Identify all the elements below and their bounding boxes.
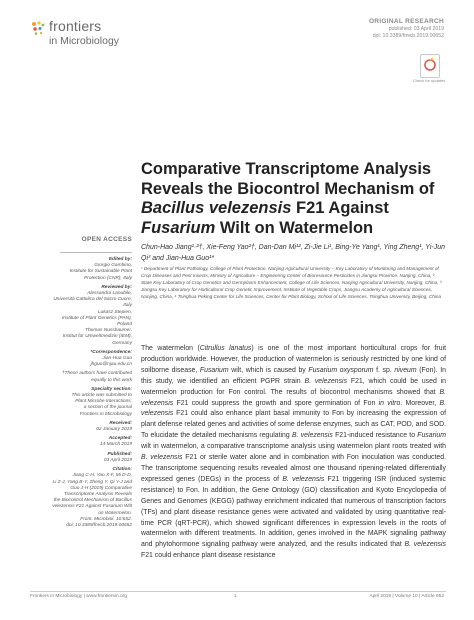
sidebar-line: Germany [112,340,132,346]
article-title [141,160,446,238]
abstract-text: F21 could also enhance plant basal immunity to Fon by increasing the expression of plant defense related genes and activities of some defense enzymes, such as CAT, POD, and SOD. To elucidate the detailed mechanisms regulating [141,410,446,440]
accepted-heading: Accepted: [108,436,132,442]
abstract-italic-term: B. velezensis [141,399,446,418]
title-line-2: Reveals the Biocontrol Mechanism of [141,179,435,198]
sidebar-line: Transcriptome Analysis Reveals [64,491,132,497]
accepted-date: 14 March 2019 [100,442,132,448]
abstract-italic-term: B. velezensis [282,475,325,483]
sidebar-line: Giorgio Gambino, [94,263,132,269]
correspondence-list[interactable] [52,356,132,368]
sidebar-line: Alessandra Lanubile, [87,291,132,297]
sidebar-divider [60,252,132,253]
abstract-italic-term: Fusarium oxysporum [308,366,374,374]
edited-by-list [52,263,132,282]
affiliations: ¹ Department of Plant Pathology, College of Plant Protection, Nanjing Agricultural University – Key Laboratory of Monitoring and Management of Crop Diseases and Pest Insects, Ministry of Agriculture – Engineering Center of Bioresource Pesticides in Jiangsu Province, Nanjing, China, ² State Key Laboratory of Crop Genetics and Germplasm Enhancement, College of Life Sciences, Nanjing Agricultural University, Nanjing, China, ³ Jiangsu Key Laboratory for Horticultural Crop Genetic Improvement, Institute of Vegetable Crops, Jiangsu Academy of Agricultural Sciences, Nanjing, China, ⁴ Tsinghua Peking Center for Life Sciences, Center for Plant Biology, School of Life Sciences, Tsinghua University, Beijing, China [141,266,442,299]
title-genus-name: Fusarium [141,218,216,237]
sidebar-line: Jiang C-H, Yao X-F, Mi D-D, [72,473,132,479]
specialty-section-list [52,393,132,418]
title-line-4 [141,219,446,239]
open-access-label: OPEN ACCESS [81,236,132,243]
sidebar-line: Poland [117,322,132,328]
doi-link[interactable]: doi: 10.3389/fmicb.2019.00652 [372,33,444,39]
published-date: published: 03 April 2019 [388,26,444,32]
abstract-text: wilt in watermelon, a comparative transcriptome analysis using watermelon plant roots treated with [141,443,446,451]
abstract-italic-term: B. velezensis [404,541,446,549]
article-info-sidebar [52,248,132,529]
abstract-italic-term: in vitro [378,399,401,407]
abstract-text: ) is one of the most important horticultural crops for fruit production worldwide. However, the production of watermelon is seriously restricted by one kind of soilborne disease, [141,345,446,374]
citation-heading: Citation: [112,467,132,473]
abstract-text: The watermelon ( [141,345,200,352]
abstract-paragraph [141,344,446,562]
sidebar-line: Li Z-J, Yang B-Y, Zheng Y, Qi Y-J and [52,479,132,485]
edited-by-heading: Edited by: [108,257,132,262]
title-line-4-rest: Wilt on Watermelon [215,218,374,237]
sidebar-line: Università Cattolica del Sacro Cuore, [53,297,132,303]
citation-text [52,473,132,529]
reviewed-by-heading: Reviewed by: [101,284,132,290]
footer-divider [30,591,446,592]
sidebar-line: the Biocontrol Mechanism of Bacillus [53,498,132,504]
title-line-3 [141,199,446,219]
sidebar-line: doi: 10.3389/fmicb.2019.00652 [66,522,132,528]
journal-logo-subtitle: in Microbiology [49,35,120,47]
sidebar-line: Lukasz Stepien, [97,309,132,315]
abstract-text: f. sp. [373,366,395,374]
article-type-label: ORIGINAL RESEARCH [368,18,444,25]
published-date-sidebar: 03 April 2019 [103,457,132,463]
specialty-section-heading: Specialty section: [91,386,132,392]
sidebar-line: Jian-Hua Guo [102,356,132,362]
abstract-italic-term: Citrullus lanatus [199,345,252,352]
footer-issue-info: April 2019 | Volume 10 | Article 652 [369,594,444,599]
frontiers-logo-icon [30,20,46,36]
received-heading: Received: [109,420,132,426]
footer-journal-link[interactable]: Frontiers in Microbiology | www.frontiersin.org [30,594,127,599]
abstract-italic-term: B. velezensis [291,432,333,440]
sidebar-line: Plant Microbe Interactions, [75,399,132,405]
sidebar-line: Institute for Sustainable Plant [69,269,132,275]
sidebar-line: Guo J-H (2019) Comparative [70,485,132,491]
sidebar-line: Thomas Nussbaumer, [85,328,132,334]
sidebar-line: a section of the journal [83,405,132,411]
abstract-text: F21-induced resistance to [332,432,418,440]
sidebar-line: velezensis F21 Against Fusarium Wilt [52,504,132,510]
abstract-text: F21 could suppress the growth and spore germination of Fon [173,399,379,407]
sidebar-line: Frontiers in Microbiology [79,411,132,417]
abstract-text: F21 could enhance plant disease resistance [141,552,276,560]
page-number: 1 [234,594,237,599]
author-list: Chun-Hao Jiang¹·²†, Xie-Feng Yao²†, Dan-Dan Mi¹², Zi-Jie Li¹, Bing-Ye Yang¹, Ying Zheng¹, Yi-Jun Qi³ and Jian-Hua Guo¹* [141,244,445,262]
abstract-text: . Moreover, [400,399,440,407]
abstract-text: F21, which could be used in watermelon production for Fon control. The results of biocontrol mechanisms showed that [141,377,446,396]
published-heading: Published: [107,451,132,457]
sidebar-line: Institut für Umweltmedizin (IEM), [62,334,132,340]
sidebar-line: Protection (CNR), Italy [84,275,132,281]
abstract-text: wilt, which is caused by [228,366,309,374]
abstract-italic-term: B. velezensis [141,388,446,407]
sidebar-line: equally to this work [91,377,132,383]
abstract-text: F21 triggering ISR (induced systemic resistance) to Fon. In addition, the Gene Ontology (GO) classification and Kyoto Encyclopedia of Genes and Genomes (KEGG) pathway enrichment indicated that numerous of transcription factors (TFs) and plant disease resistance genes were activated and validated by using quantitative real-time PCR (qRT-PCR), which showed significant differences in expression levels in the roots of watermelon with different treatments. In addition, genes involved in the MAPK signaling pathway and phytohormone signaling pathway were analyzed, and the results indicated that [141,475,446,549]
abstract-italic-term: B. velezensis [304,377,348,385]
check-for-updates-button[interactable] [420,54,440,78]
refresh-icon [421,55,439,77]
title-line-1: Comparative Transcriptome Analysis [141,160,432,178]
correspondence-heading: *Correspondence: [90,349,132,355]
abstract-italic-term: Fusarium [417,432,446,440]
abstract-text: F21 or sterile water alone and in combination with Fon inoculation was conducted. The transcriptome sequencing results revealed almost one thousand ripening-related differentially expressed genes (DEGs) in the process of [141,454,446,483]
title-line-3-rest: F21 Against [291,199,389,218]
sidebar-line: jhguo@njau.edu.cn [90,362,132,368]
title-species-name: Bacillus velezensis [141,199,292,218]
sidebar-line: Institute of Plant Genetics (PAN), [61,315,132,321]
reviewed-by-list [52,291,132,347]
sidebar-line: on Watermelon. [98,510,132,516]
abstract-italic-term: niveum [394,366,417,374]
abstract-text: (Fon). In this study, we identified an efficient PGPR strain [141,366,447,385]
abstract-italic-term: Fusarium [199,366,229,374]
journal-logo-name: frontiers [49,18,102,34]
sidebar-line: This article was submitted to [71,393,132,399]
sidebar-line: Front. Microbiol. 10:652. [80,516,132,522]
sidebar-line: Italy [123,303,132,309]
equal-contribution-note [52,371,132,383]
abstract-italic-term: B. velezensis [141,454,183,462]
received-date: 02 January 2019 [96,427,132,433]
sidebar-line: †These authors have contributed [61,371,132,377]
check-for-updates-label: Check for updates [412,78,446,83]
